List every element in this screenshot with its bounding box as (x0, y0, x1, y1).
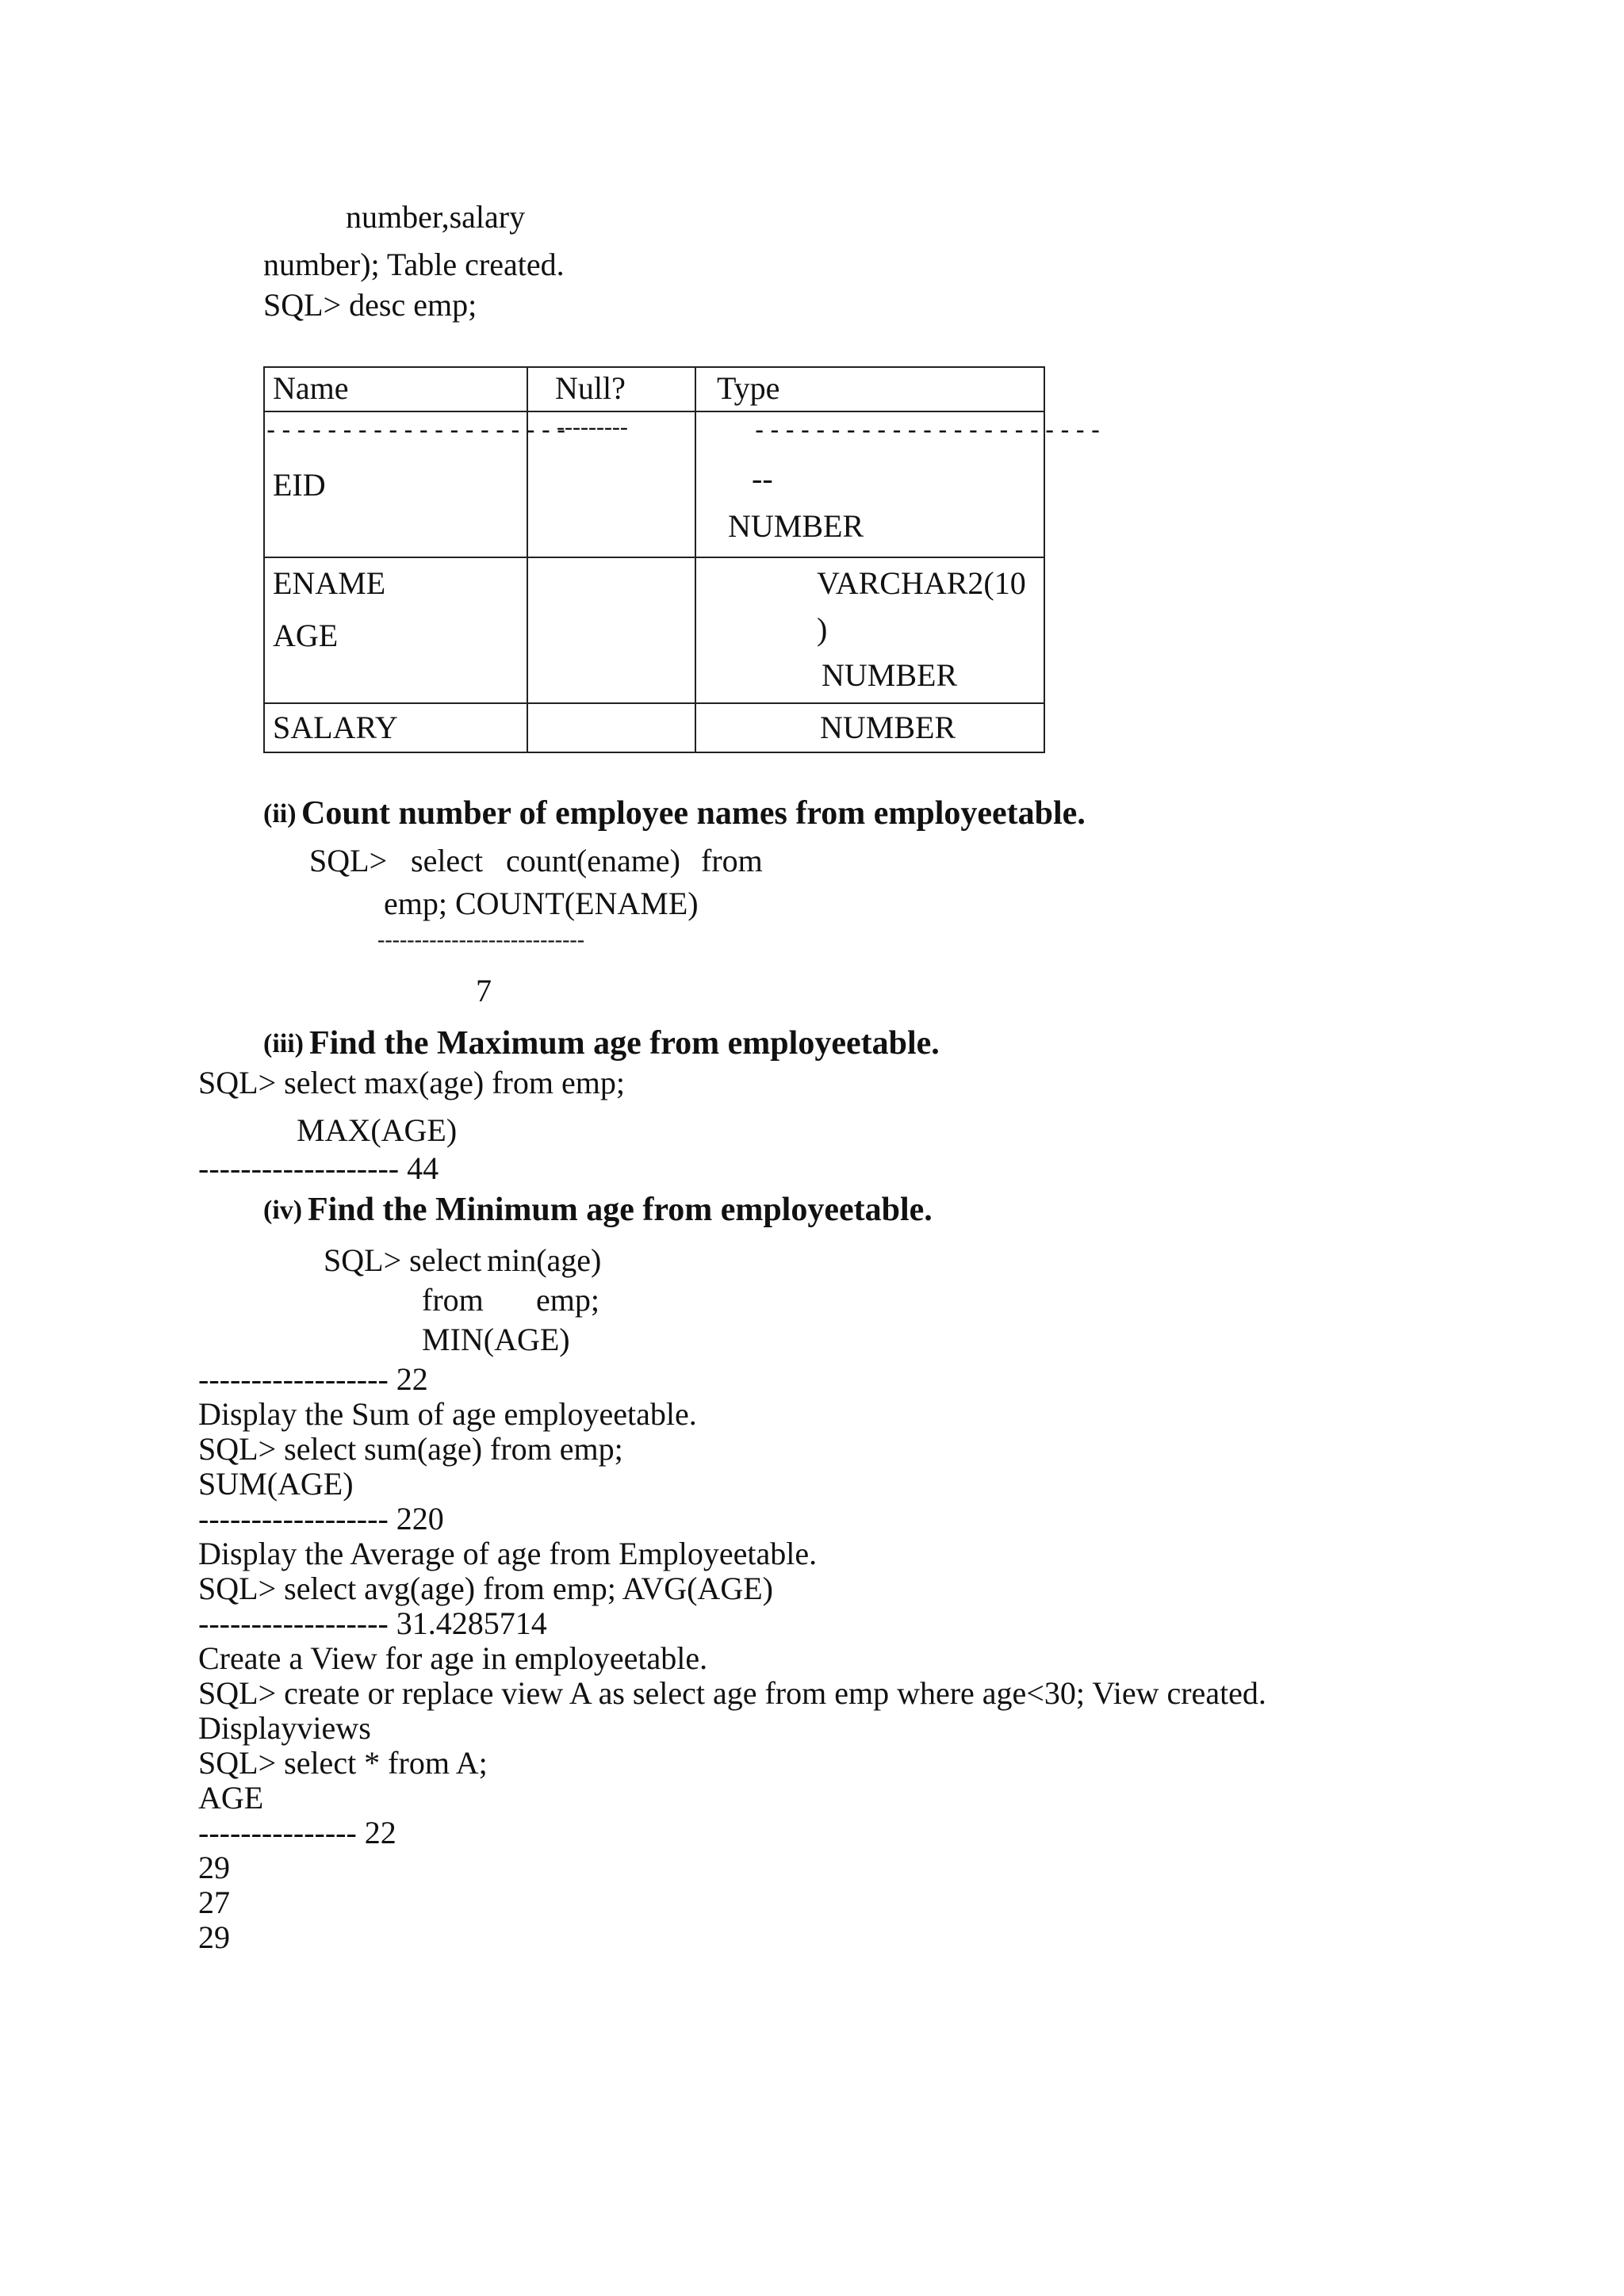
eid-type: NUMBER (728, 508, 864, 544)
section-4-result: ------------------ 22 (198, 1361, 428, 1397)
intro-line-3: SQL> desc emp; (263, 287, 477, 323)
intro-line-2: number); Table created. (263, 247, 565, 282)
section-3-column: MAX(AGE) (297, 1112, 458, 1148)
section-2-result: 7 (476, 973, 492, 1008)
sum-result: ------------------ 220 (198, 1501, 444, 1536)
section-4-emp: emp; (536, 1282, 599, 1318)
ename-name: ENAME (273, 565, 386, 601)
header-type-cell (695, 367, 1044, 411)
header-null: Null? (555, 370, 626, 406)
view-column: AGE (198, 1780, 264, 1816)
avg-heading: Display the Average of age from Employeetable. (198, 1536, 818, 1571)
section-4-heading: Find the Minimum age from employeetable. (308, 1192, 933, 1228)
section-2-heading: Count number of employee names from employeetable. (301, 795, 1086, 832)
display-views-sql: SQL> select * from A; (198, 1745, 488, 1781)
section-4-sql-1: SQL> select (324, 1242, 482, 1278)
sum-heading: Display the Sum of age employeetable. (198, 1396, 697, 1432)
name-dash-separator: -------------------- (263, 415, 569, 445)
table-row (264, 557, 1044, 703)
eid-name: EID (273, 467, 326, 503)
section-4-column: MIN(AGE) (422, 1322, 570, 1357)
type-dash-separator: ----------------------- (752, 415, 1104, 445)
section-2-sql-4: from (701, 843, 763, 878)
section-4-number: (iv) (263, 1196, 303, 1225)
table-row (264, 411, 1044, 557)
table-header-row (264, 367, 1044, 411)
view-result-4: 29 (198, 1919, 230, 1955)
section-2-sql-line-2: emp; COUNT(ENAME) (384, 886, 699, 921)
view-result-2: 29 (198, 1850, 230, 1885)
view-sql: SQL> create or replace view A as select age from emp where age<30; View created. (198, 1675, 1266, 1711)
ename-type: VARCHAR2(10 (817, 565, 1026, 601)
section-2-sql-2: select (411, 843, 484, 878)
section-3-number: (iii) (263, 1029, 304, 1058)
section-3-heading: Find the Maximum age from employeetable. (309, 1025, 940, 1062)
view-heading: Create a View for age in employeetable. (198, 1640, 708, 1676)
section-4-sql-2: min(age) (487, 1242, 602, 1278)
desc-emp-table (263, 366, 1104, 753)
section-2-dashes: ---------------------------- (377, 928, 585, 952)
sum-column: SUM(AGE) (198, 1466, 354, 1502)
section-2-number: (ii) (263, 799, 297, 828)
header-name-cell (264, 367, 527, 411)
salary-name: SALARY (273, 710, 398, 745)
salary-type: NUMBER (820, 710, 956, 745)
header-type: Type (717, 370, 780, 406)
avg-sql: SQL> select avg(age) from emp; AVG(AGE) (198, 1571, 773, 1606)
age-type: NUMBER (822, 657, 958, 693)
display-views-heading: Displayviews (198, 1710, 371, 1746)
view-result-3: 27 (198, 1885, 230, 1920)
header-name: Name (273, 370, 349, 406)
section-2-sql-1: SQL> (309, 843, 388, 878)
section-3-result: ------------------- 44 (198, 1150, 439, 1186)
sum-sql: SQL> select sum(age) from emp; (198, 1431, 623, 1467)
section-3-sql: SQL> select max(age) from emp; (198, 1065, 625, 1100)
ename-type-continuation: ) (817, 611, 828, 647)
null-dash-separator: --------- (557, 414, 628, 440)
table-row (264, 703, 1044, 752)
view-result-1: --------------- 22 (198, 1815, 396, 1850)
age-name: AGE (273, 618, 339, 653)
avg-result: ------------------ 31.4285714 (198, 1605, 547, 1641)
section-2-sql-3: count(ename) (506, 843, 680, 878)
header-null-cell (527, 367, 695, 411)
intro-line-1: number,salary (346, 199, 526, 235)
section-4-from: from (422, 1282, 484, 1318)
type-dash-continuation: -- (752, 461, 773, 496)
